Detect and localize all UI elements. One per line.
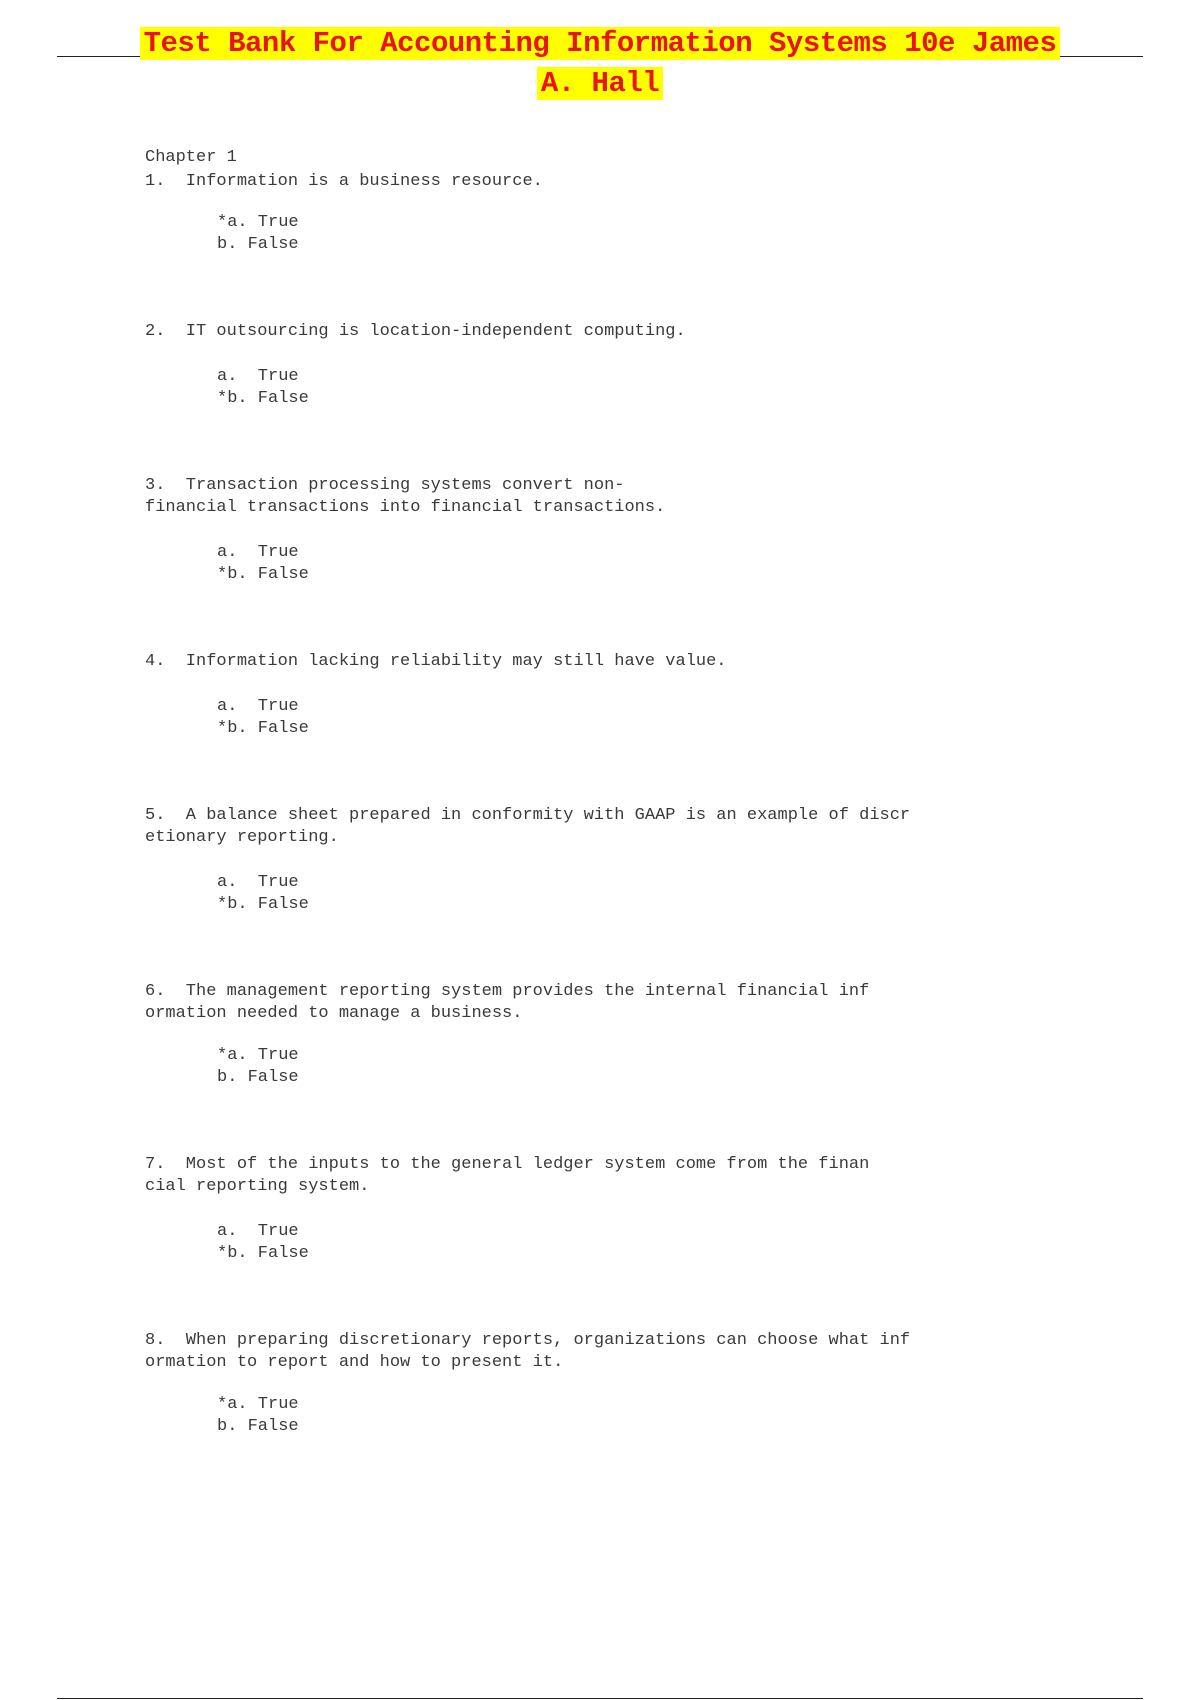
question-8 bbox=[145, 1330, 1025, 1438]
question-3 bbox=[145, 475, 1025, 586]
question-5 bbox=[145, 805, 1025, 916]
answer-option: *a. True bbox=[217, 1395, 299, 1414]
answer-option: a. True bbox=[217, 1222, 299, 1241]
answer-options bbox=[217, 1045, 1025, 1089]
question-2 bbox=[145, 321, 1025, 410]
answer-options bbox=[217, 1221, 1025, 1265]
document-author: A. Hall bbox=[537, 67, 663, 100]
question-1 bbox=[145, 171, 1025, 256]
answer-option: a. True bbox=[217, 543, 299, 562]
question-stem: 1. Information is a business resource. bbox=[145, 172, 543, 191]
answer-option: *b. False bbox=[217, 1244, 309, 1263]
answer-options bbox=[217, 696, 1025, 740]
document-title: Test Bank For Accounting Information Systems 10e James bbox=[140, 27, 1061, 60]
title-line-1 bbox=[57, 24, 1143, 64]
chapter-heading: Chapter 1 bbox=[145, 148, 237, 167]
question-4 bbox=[145, 651, 1025, 740]
answer-option: b. False bbox=[217, 1068, 299, 1087]
answer-option: *b. False bbox=[217, 895, 309, 914]
title-line-2 bbox=[57, 64, 1143, 104]
answer-option: *a. True bbox=[217, 1046, 299, 1065]
question-stem: 7. Most of the inputs to the general ledger system come from the finan cial reporting system. bbox=[145, 1155, 870, 1196]
question-stem: 5. A balance sheet prepared in conformity with GAAP is an example of discr etionary reporting. bbox=[145, 806, 911, 847]
answer-option: *b. False bbox=[217, 565, 309, 584]
answer-option: *b. False bbox=[217, 389, 309, 408]
answer-options bbox=[217, 1394, 1025, 1438]
question-stem: 2. IT outsourcing is location-independent computing. bbox=[145, 322, 686, 341]
document-header bbox=[57, 24, 1143, 104]
answer-options bbox=[217, 366, 1025, 410]
question-stem: 4. Information lacking reliability may still have value. bbox=[145, 652, 727, 671]
answer-option: *b. False bbox=[217, 719, 309, 738]
question-6 bbox=[145, 981, 1025, 1089]
document-body bbox=[145, 147, 1025, 1438]
answer-options bbox=[217, 872, 1025, 916]
answer-option: a. True bbox=[217, 367, 299, 386]
question-7 bbox=[145, 1154, 1025, 1265]
answer-option: b. False bbox=[217, 1417, 299, 1436]
question-stem: 6. The management reporting system provides the internal financial inf ormation needed to manage a business. bbox=[145, 982, 870, 1023]
answer-option: *a. True bbox=[217, 213, 299, 232]
answer-options bbox=[217, 212, 1025, 256]
answer-options bbox=[217, 542, 1025, 586]
question-stem: 8. When preparing discretionary reports, organizations can choose what inf ormation to report and how to present it. bbox=[145, 1331, 911, 1372]
answer-option: b. False bbox=[217, 235, 299, 254]
question-stem: 3. Transaction processing systems convert non- financial transactions into financial transactions. bbox=[145, 476, 666, 517]
answer-option: a. True bbox=[217, 697, 299, 716]
footer-rule bbox=[57, 1698, 1143, 1699]
answer-option: a. True bbox=[217, 873, 299, 892]
